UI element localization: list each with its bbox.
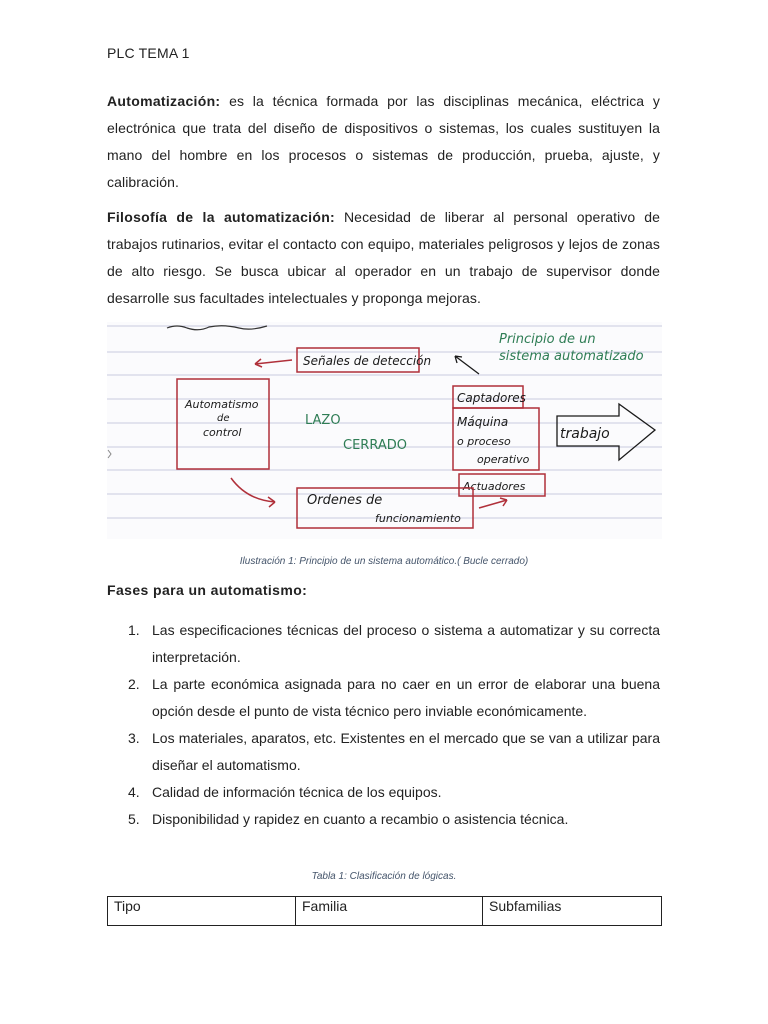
list-item-text: La parte económica asignada para no caer en un error de elaborar una buena opción desde el punto de vista técnico pero inviable económicamente. <box>152 676 660 719</box>
list-item-text: Calidad de información técnica de los equipos. <box>152 784 442 800</box>
machine-label-line3: operativo <box>477 453 530 466</box>
signals-label: Señales de detección <box>303 354 432 368</box>
sensors-label: Captadores <box>457 391 526 405</box>
control-label-line3: control <box>203 426 242 439</box>
list-item-number: 4. <box>128 784 140 800</box>
page-header: PLC TEMA 1 <box>107 45 190 61</box>
table-header-familia: Familia <box>296 897 483 926</box>
list-item-number: 3. <box>128 730 140 746</box>
list-item <box>107 806 660 833</box>
orders-label-line1: Ordenes de <box>307 493 383 508</box>
automation-philosophy-paragraph <box>107 204 660 312</box>
lazo-label: LAZO <box>305 413 341 428</box>
list-item-text: Disponibilidad y rapidez en cuanto a recambio o asistencia técnica. <box>152 811 569 827</box>
phases-list <box>107 617 660 833</box>
control-label-line1: Automatismo <box>185 398 259 411</box>
table-header-row <box>108 897 662 926</box>
automation-term: Automatización: <box>107 93 221 109</box>
list-item-text: Las especificaciones técnicas del proceso o sistema a automatizar y su correcta interpretación. <box>152 622 660 665</box>
cerrado-label: CERRADO <box>343 438 407 453</box>
logic-classification-table <box>107 896 662 926</box>
list-item <box>107 617 660 671</box>
work-label: trabajo <box>560 426 610 442</box>
machine-label-line2: o proceso <box>457 435 511 448</box>
philosophy-text: Necesidad de liberar al personal operativo de trabajos rutinarios, evitar el contacto con equipo, materiales peligrosos y lejos de zonas de alto riesgo. Se busca ubicar al operador en un trabajo de supervisor donde desarrolle sus facultades intelectuales y proponga mejoras. <box>107 209 661 306</box>
automation-definition-paragraph <box>107 88 660 196</box>
principle-title-line2: sistema automatizado <box>499 349 644 364</box>
list-item <box>107 671 660 725</box>
list-item-number: 5. <box>128 811 140 827</box>
automation-definition-text: es la técnica formada por las disciplinas mecánica, eléctrica y electrónica que trata del diseño de dispositivos o sistemas, los cuales sustituyen la mano del hombre en los procesos o sistemas de producción, prueba, ajuste, y calibración. <box>107 93 660 190</box>
orders-label-line2: funcionamiento <box>375 512 461 525</box>
list-item-number: 1. <box>128 622 140 638</box>
list-item-number: 2. <box>128 676 140 692</box>
table-header-tipo: Tipo <box>108 897 296 926</box>
list-item <box>107 725 660 779</box>
table-caption: Tabla 1: Clasificación de lógicas. <box>311 871 457 882</box>
principle-title-line1: Principio de un <box>499 332 596 347</box>
phases-heading: Fases para un automatismo: <box>107 582 308 598</box>
actuators-label: Actuadores <box>463 480 526 493</box>
table-header-subfamilias: Subfamilias <box>483 897 662 926</box>
list-item-text: Los materiales, aparatos, etc. Existentes en el mercado que se van a utilizar para diseñar el automatismo. <box>152 730 660 773</box>
figure-caption: Ilustración 1: Principio de un sistema automático.( Bucle cerrado) <box>239 556 529 567</box>
closed-loop-diagram-figure <box>107 322 662 539</box>
machine-label-line1: Máquina <box>457 415 509 429</box>
philosophy-term: Filosofía de la automatización: <box>107 209 336 225</box>
list-item <box>107 779 660 806</box>
control-label-line2: de <box>217 413 230 424</box>
